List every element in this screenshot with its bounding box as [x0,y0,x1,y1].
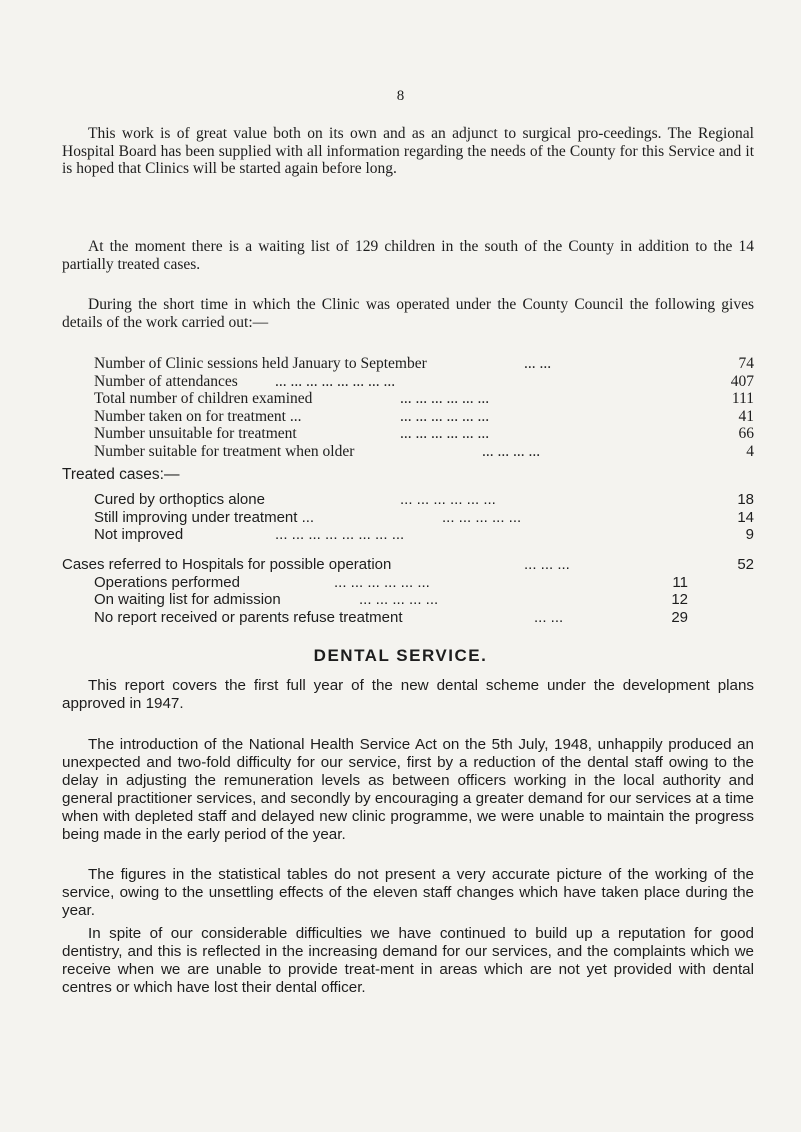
stat-label: Number unsuitable for treatment [94,425,297,442]
stat-value: 11 [672,573,688,591]
stat-value: 41 [738,407,754,425]
stat-label: Number suitable for treatment when older [94,442,355,460]
leader-dots: ... ... ... ... ... ... [400,425,490,442]
stat-value: 9 [745,526,754,543]
stat-row [62,526,754,544]
stat-value: 407 [730,372,754,390]
leader-dots: ... ... [524,355,552,372]
stat-label: Number of attendances [94,372,238,390]
dental-paragraph-1: This report covers the first full year of the new dental scheme under the development plans approved in 1947. [62,677,754,712]
stat-value: 66 [738,425,754,442]
stat-value: 111 [731,390,754,407]
stat-row [62,591,754,609]
stat-label: Total number of children examined [94,390,313,407]
leader-dots: ... ... [534,608,564,626]
stat-label: Cured by orthoptics alone [94,491,265,508]
dental-paragraph-2: The introduction of the National Health Service Act on the 5th July, 1948, unhappily produced an unexpected and two-fold difficulty for our service, first by a reduction of the dental staff owing to the delay in adjusting the remuneration levels as between officers working in the local authority and general practitioner services, and secondly by encouraging a greater demand for our services at a time when with depleted staff and delayed new clinic programme, we were unable to maintain the progress being made in the early period of the year. [62,736,754,843]
referred-cases-table [62,556,754,626]
stat-row [62,509,754,527]
leader-dots: ... ... ... ... ... ... ... ... [275,372,396,390]
page-number: 8 [396,88,405,104]
stat-value: 52 [737,556,754,573]
stat-row [62,443,754,461]
stat-label: Operations performed [94,573,240,591]
stat-row [62,355,754,373]
leader-dots: ... ... ... ... ... ... ... ... [275,526,405,543]
treated-cases-table [62,491,754,544]
stat-row [62,491,754,509]
leader-dots: ... ... ... [524,556,570,573]
dental-paragraph-3: The figures in the statistical tables do not present a very accurate picture of the working of the service, owing to the unsettling effects of the eleven staff changes which have taken place during the year. [62,866,754,919]
stat-label: No report received or parents refuse treatment [94,608,403,626]
stat-label: Number taken on for treatment ... [94,407,302,425]
leader-dots: ... ... ... ... ... ... [334,573,430,591]
stat-label: On waiting list for admission [94,591,281,608]
dental-paragraph-4: In spite of our considerable difficulties we have continued to build up a reputation for good dentistry, and this is reflected in the increasing demand for our services, and the complaints which we receive when we are unable to provide treat-ment in areas which are not yet provided with dental centres or which have lost their dental officer. [62,925,754,996]
stat-row [62,574,754,592]
leader-dots: ... ... ... ... ... [359,591,439,608]
stat-label: Still improving under treatment ... [94,508,315,526]
leader-dots: ... ... ... ... ... ... [400,390,490,407]
treated-cases-heading: Treated cases:— [62,466,180,483]
stat-value: 29 [671,608,688,626]
paragraph-orthoptics-value: This work is of great value both on its own and as an adjunct to surgical pro-ceedings. The Regional Hospital Board has been supplied with all information regarding the needs of the County for this Service and it is hoped that Clinics will be started again before long. [62,125,754,177]
stat-row [62,425,754,443]
stat-label: Number of Clinic sessions held January to September [94,355,427,372]
stat-value: 4 [746,442,754,460]
paragraph-work-carried-out: During the short time in which the Clinic was operated under the County Council the following gives details of the work carried out:— [62,296,754,331]
stat-row [62,373,754,391]
stat-row [62,390,754,408]
stat-value: 18 [737,491,754,508]
stat-row [62,408,754,426]
leader-dots: ... ... ... ... ... ... [400,491,496,508]
stat-label: Not improved [94,526,184,543]
stat-row [62,609,754,627]
stat-value: 74 [738,355,754,372]
leader-dots: ... ... ... ... [482,442,541,460]
clinic-stats-table [62,355,754,460]
leader-dots: ... ... ... ... ... [442,508,522,526]
dental-service-heading: DENTAL SERVICE. [313,646,488,665]
stat-label: Cases referred to Hospitals for possible operation [62,556,392,573]
stat-value: 14 [737,508,754,526]
paragraph-waiting-list: At the moment there is a waiting list of 129 children in the south of the County in addition to the 14 partially treated cases. [62,238,754,273]
stat-row [62,556,754,574]
stat-value: 12 [671,591,688,608]
leader-dots: ... ... ... ... ... ... [400,407,490,425]
